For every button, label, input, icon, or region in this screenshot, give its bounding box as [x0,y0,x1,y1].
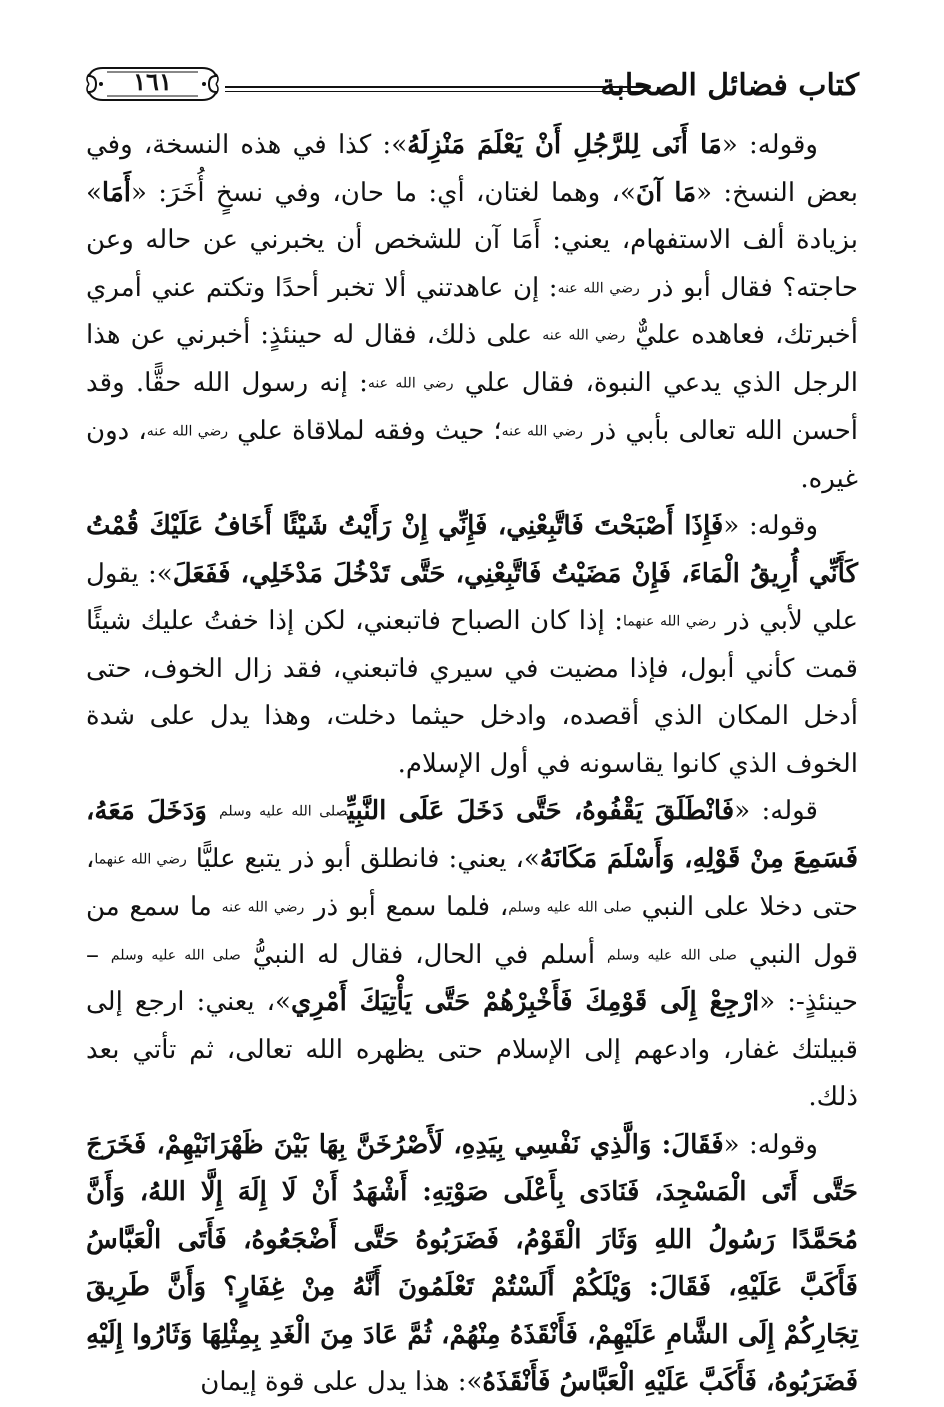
honorific-glyph: رضي الله عنه [542,327,626,344]
honorific-glyph: رضي الله عنهما [622,613,717,630]
commentary-text: »: هذا يدل على قوة إيمان [200,1367,483,1398]
running-title: كتاب فضائل الصحابة [600,68,859,103]
honorific-glyph: رضي الله عنهما [94,851,187,868]
page-number: ١٦١ [133,67,172,96]
paragraph [86,503,858,788]
commentary-text: : إن عاهدتني ألا تخبر أحدًا وتكتم عني أمري أخبرتك، فعاهده عليٌّ [86,272,858,351]
commentary-text: وقوله: « [723,1129,818,1160]
page-number-ornament [85,62,220,106]
honorific-glyph: رضي الله عنه [221,899,305,915]
honorific-glyph: صلى الله عليه وسلم [607,946,737,963]
hadith-quote: وَدَخَلَ مَعَهُ، فَسَمِعَ مِنْ قَوْلِهِ، وَأَسْلَمَ مَكَانَهُ [86,796,859,874]
commentary-text: أسلم في الحال، فقال له النبيُّ [240,939,608,970]
commentary-text: : إنه رسول الله حقًّا. وقد أحسن الله تعالى بأبي ذر [86,368,858,446]
honorific-glyph: رضي الله عنه [146,423,229,439]
commentary-text: ، فلما سمع أبو ذر [304,891,509,922]
body-text [86,122,858,1407]
paragraph [86,1122,858,1407]
commentary-text: ، حتى دخلا على النبي [86,844,859,922]
commentary-text: ؛ حيث وفقه لملاقاة علي [228,415,502,446]
commentary-text: وقوله: « [723,511,818,541]
commentary-text: »، يعني: فانطلق أبو ذر يتبع عليًّا [186,844,540,874]
commentary-text: »، يعني: ارجع إلى قبيلتك غفار، وادعهم إلى الإسلام حتى يظهره الله تعالى، ثم تأتي بعد ذلك. [86,987,858,1113]
hadith-quote: ارْجِعْ إِلَى قَوْمِكَ فَأَخْبِرْهُمْ حَتَّى يَأْتِيَكَ أَمْرِي [290,987,760,1018]
honorific-glyph: صلى الله عليه وسلم [508,899,632,915]
page-header [85,62,859,110]
commentary-text: وقوله: « [721,130,818,160]
commentary-text: ، دون غيره. [86,415,858,494]
hadith-quote: فَقَالَ: وَالَّذِي نَفْسِي بِيَدِهِ، لَأَصْرُخَنَّ بِهَا بَيْنَ ظَهْرَانَيْهِمْ، فَخَرَجَ حَتَّى أَتَى الْمَسْجِدَ، فَنَادَى بِأَعْلَى صَوْتِهِ: أَشْهَدُ أَنْ لَا إِلَهَ إِلَّا اللهُ، وَأَنَّ مُحَمَّدًا رَسُولُ اللهِ وَثَارَ الْقَوْمُ، فَضَرَبُوهُ حَتَّى أَضْجَعُوهُ، فَأَتَى الْعَبَّاسُ فَأَكَبَّ عَلَيْهِ، فَقَالَ: وَيْلَكُمْ أَلَسْتُمْ تَعْلَمُونَ أَنَّهُ مِنْ غِفَارٍ؟ وَأَنَّ طَرِيقَ تِجَارِكُمْ إِلَى الشَّامِ عَلَيْهِمْ، فَأَنْقَذَهُ مِنْهُمْ، ثُمَّ عَادَ مِنَ الْغَدِ بِمِثْلِهَا وَثَارُوا إِلَيْهِ فَضَرَبُوهُ، فَأَكَبَّ عَلَيْهِ الْعَبَّاسُ فَأَنْقَذَهُ [86,1129,858,1398]
commentary-text: »، وهما لغتان، أي: ما حان، وفي نسخٍ أُخَرَ: « [131,177,636,208]
commentary-text: : إذا كان الصباح فاتبعني، لكن إذا خفتُ عليك شيئًا قمت كأني أبول، فإذا مضيت في سيري فاتبعني، فقد زال الخوف، حتى أدخل المكان الذي أقصده، وادخل حيثما دخلت، وهذا يدل على شدة الخوف الذي كانوا يقاسونه في أول الإسلام. [86,606,858,779]
commentary-text: »: كذا في هذه النسخة، وفي بعض النسخ: « [86,130,859,208]
paragraph [86,788,858,1122]
commentary-text: ما سمع من قول النبي [86,891,858,970]
hadith-quote: فَانْطَلَقَ يَقْفُوهُ، حَتَّى دَخَلَ عَلَى النَّبِيِّ [347,796,735,827]
honorific-glyph: صلى الله عليه وسلم [110,946,241,963]
commentary-text: » بزيادة ألف الاستفهام، يعني: أَمَا آن للشخص أن يخبرني عن حاله وعن حاجته؟ فقال أبو ذر [86,177,858,303]
hadith-quote: أَمَا [101,177,131,208]
honorific-glyph: رضي الله عنه [557,279,640,296]
hadith-quote: مَا آنَ [635,177,697,208]
honorific-glyph: رضي الله عنه [367,375,454,392]
commentary-text: – حينئذٍ-: « [86,939,859,1018]
honorific-glyph: رضي الله عنه [501,423,583,439]
header-rule [225,86,649,92]
commentary-text: »: يقول علي لأبي ذر [86,558,858,636]
honorific-glyph: صلى الله عليه وسلم [219,803,348,820]
commentary-text: قوله: « [734,796,818,827]
commentary-text: على ذلك، فقال له حينئذٍ: أخبرني عن هذا الرجل الذي يدعي النبوة، فقال علي [86,320,858,398]
hadith-quote: فَإِذَا أَصْبَحْتَ فَاتَّبِعْنِي، فَإِنِّي إِنْ رَأَيْتُ شَيْئًا أَخَافُ عَلَيْكَ قُمْتُ كَأَنِّي أُرِيقُ الْمَاءَ، فَإِنْ مَضَيْتُ فَاتَّبِعْنِي، حَتَّى تَدْخُلَ مَدْخَلِي، فَفَعَلَ [86,511,858,589]
paragraph [86,122,858,503]
hadith-quote: مَا أَنَى لِلرَّجُلِ أَنْ يَعْلَمَ مَنْزِلَهُ [407,130,722,160]
